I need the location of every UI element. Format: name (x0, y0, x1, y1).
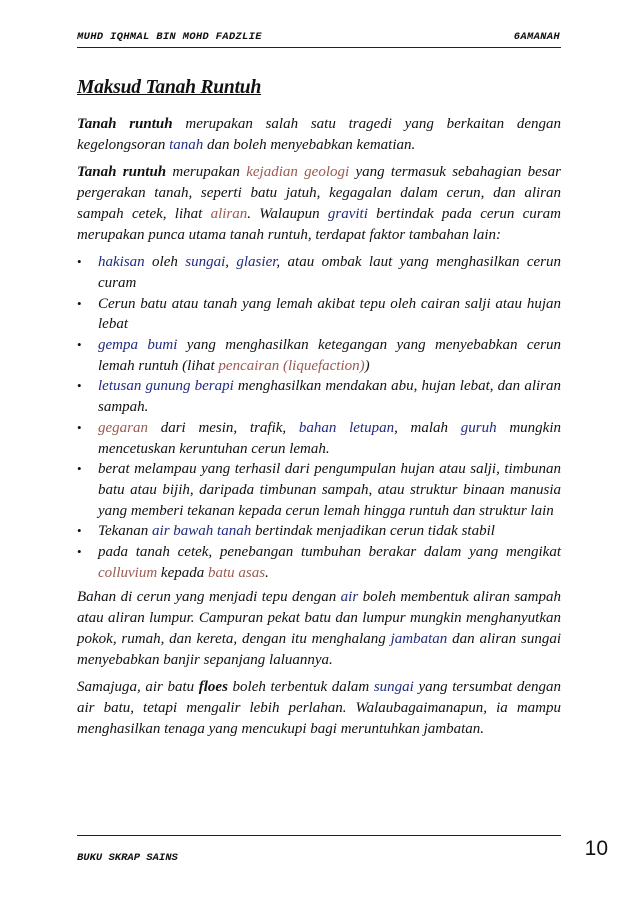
term-tanah-runtuh: Tanah runtuh (77, 164, 167, 181)
text: , malah (394, 419, 461, 436)
link-guruh[interactable]: guruh (460, 419, 497, 436)
text: yang tersumbat dengan air batu, tetapi mengalir lebih perlahan. Walaubagaimanapun, ia mampu menghasilkan tenaga yang mencukupi bagi meruntuhkan jambatan. (77, 679, 561, 737)
text: merupakan salah satu tragedi yang berkaitan dengan kegelongsoran (77, 116, 561, 153)
text: , atau ombak laut yang menghasilkan cerun curam (98, 254, 562, 291)
text: . (265, 564, 269, 581)
link-hakisan[interactable]: hakisan (98, 254, 145, 271)
list-item (77, 521, 561, 542)
text: menghasilkan mendakan abu, hujan lebat, dan aliran sampah. (98, 378, 561, 416)
text: dari mesin, trafik, (148, 419, 299, 436)
link-tanah[interactable]: tanah (169, 136, 204, 153)
text: pada tanah cetek, penebangan tumbuhan berakar dalam yang mengikat (98, 544, 561, 561)
page-number: 10 (584, 837, 608, 860)
paragraph-1 (77, 114, 561, 155)
link-geologi[interactable]: geologi (304, 164, 350, 181)
factor-list (77, 252, 561, 583)
link-kejadian[interactable]: kejadian (246, 164, 298, 181)
link-gegaran[interactable]: gegaran (98, 419, 148, 436)
link-pencairan[interactable]: pencairan (liquefaction) (218, 357, 365, 374)
link-bahan-letupan[interactable]: bahan letupan (298, 419, 395, 436)
text: oleh (144, 254, 186, 271)
paragraph-2 (77, 162, 561, 245)
text: bertindak menjadikan cerun tidak stabil (251, 523, 495, 540)
link-gempa-bumi[interactable]: gempa bumi (98, 337, 178, 354)
text: . Walaupun (247, 205, 328, 222)
link-batu-asas[interactable]: batu asas (207, 564, 266, 581)
header-author: MUHD IQHMAL BIN MOHD FADZLIE (77, 31, 262, 43)
header-class: 6AMANAH (513, 31, 560, 43)
link-jambatan[interactable]: jambatan (390, 630, 448, 647)
list-item (77, 252, 561, 293)
text: Tekanan (98, 523, 153, 540)
list-item (77, 294, 561, 335)
footer-divider (77, 835, 561, 836)
text: Samajuga, air batu (77, 679, 199, 696)
link-air[interactable]: air (340, 589, 359, 606)
text: dan aliran sungai menyebabkan banjir sepanjang laluannya. (77, 630, 561, 668)
text: yang termasuk sebahagian besar pergerakan tanah, seperti batu jatuh, kegagalan dalam cerun, dan aliran sampah cetek, lihat (77, 164, 561, 222)
term-tanah-runtuh: Tanah runtuh (77, 116, 173, 132)
text: berat melampau yang terhasil dari pengumpulan hujan atau salji, timbunan batu atau bijih, daripada timbunan sampah, atau struktur binaan manusia yang memberi tekanan kepada cerun lemah hingga runtuh dan struktur lain (98, 461, 561, 519)
link-sungai[interactable]: sungai (373, 679, 414, 696)
paragraph-4 (77, 677, 561, 739)
text: yang menghasilkan ketegangan yang menyebabkan cerun lemah runtuh (lihat (98, 337, 561, 374)
text: mungkin mencetuskan keruntuhan cerun lemah. (98, 419, 561, 457)
paragraph-3 (77, 587, 561, 670)
text: , (225, 254, 237, 271)
footer-label: BUKU SKRAP SAINS (77, 852, 178, 864)
text: Bahan di cerun yang menjadi tepu dengan (77, 589, 341, 606)
text: boleh membentuk aliran sampah atau aliran lumpur. Campuran pekat batu dan lumpur mungkin menghanyutkan pokok, rumah, dan kereta, dengan itu menghalang (77, 589, 561, 647)
link-aliran[interactable]: aliran (210, 205, 248, 222)
text: merupakan (166, 164, 247, 181)
text: Cerun batu atau tanah yang lemah akibat tepu oleh cairan salji atau hujan lebat (98, 295, 561, 333)
text: boleh terbentuk dalam (227, 679, 374, 696)
link-graviti[interactable]: graviti (327, 205, 368, 222)
list-item (77, 459, 561, 521)
link-sungai[interactable]: sungai (185, 254, 226, 271)
link-colluvium[interactable]: colluvium (98, 564, 158, 581)
list-item (77, 335, 561, 376)
term-floes: floes (198, 679, 228, 696)
text: ) (364, 357, 370, 374)
list-item (77, 418, 561, 459)
page-title: Maksud Tanah Runtuh (77, 77, 262, 98)
text: bertindak pada cerun curam merupakan punca utama tanah runtuh, terdapat faktor tambahan lain: (77, 205, 561, 243)
text: dan boleh menyebabkan kematian. (203, 136, 416, 153)
text: kepada (157, 564, 208, 581)
list-item (77, 376, 561, 417)
link-letusan-gunung-berapi[interactable]: letusan gunung berapi (98, 378, 234, 395)
link-glasier[interactable]: glasier (236, 254, 277, 271)
document-body (77, 114, 561, 746)
list-item (77, 542, 561, 583)
link-air-bawah-tanah[interactable]: air bawah tanah (152, 523, 252, 540)
header-divider (77, 47, 561, 48)
